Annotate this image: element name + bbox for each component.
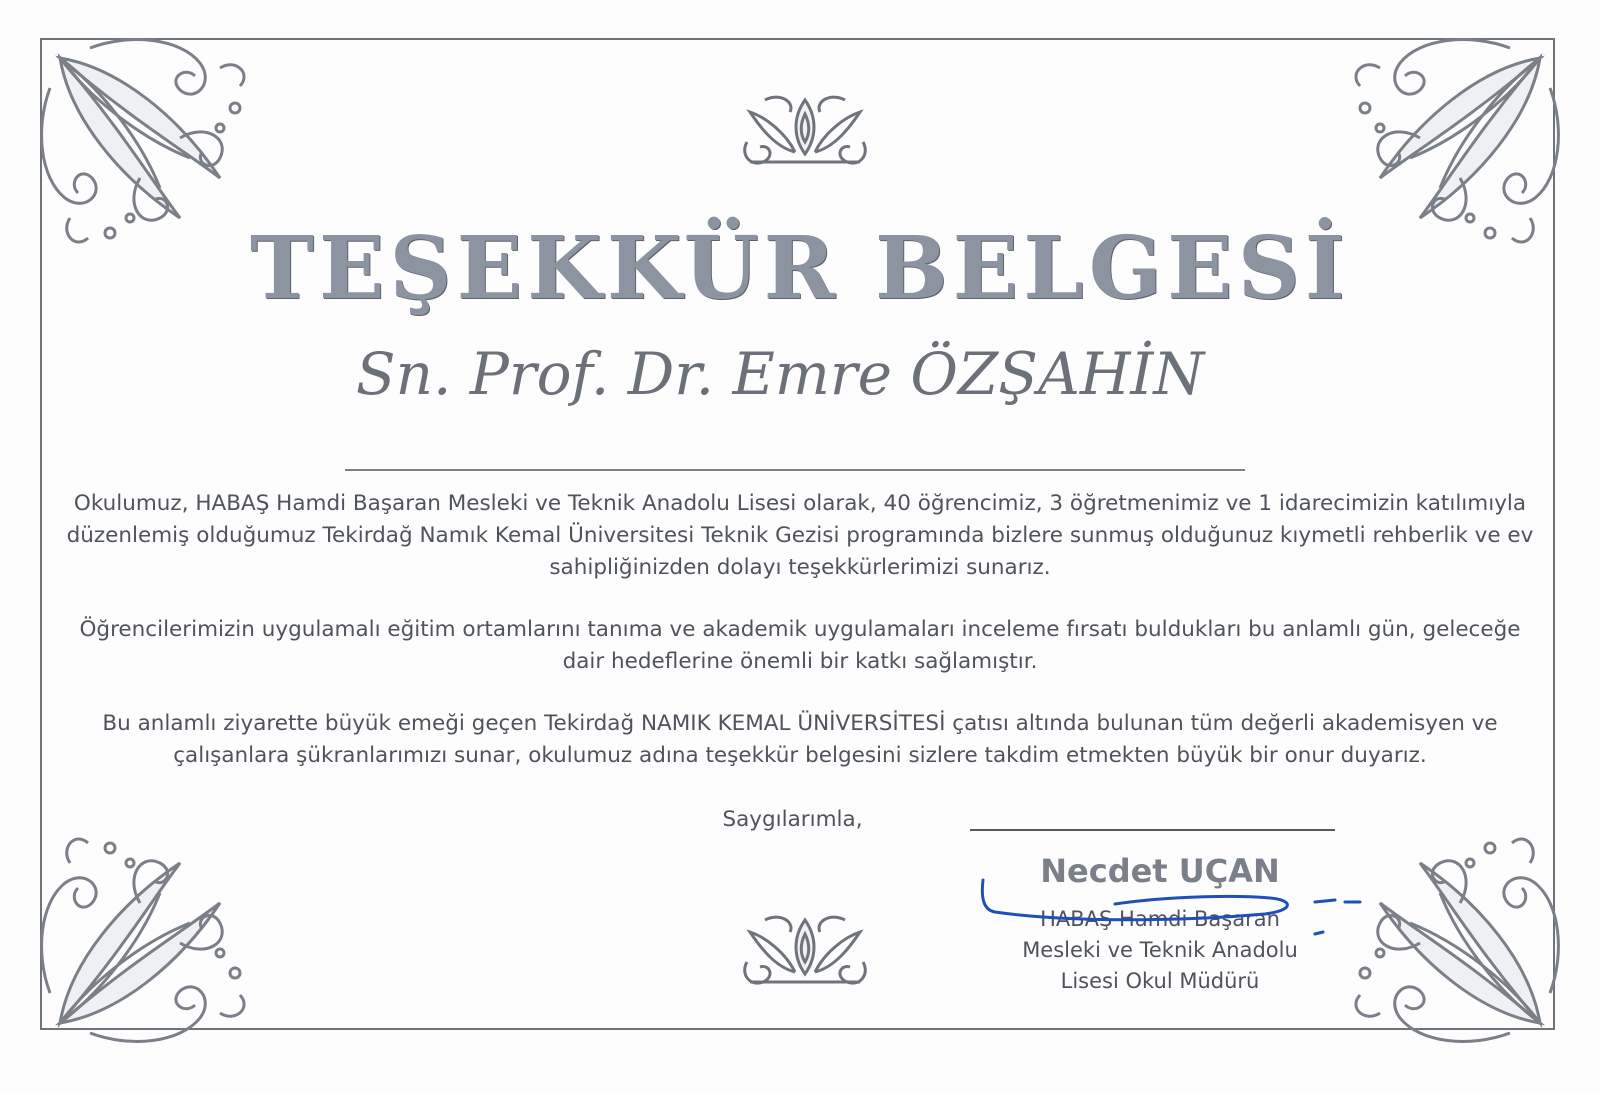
signer-name: Necdet UÇAN: [1040, 852, 1280, 890]
body-paragraph-3: Bu anlamlı ziyarette büyük emeği geçen Tekirdağ NAMIK KEMAL ÜNİVERSİTESİ çatısı altında bulunan tüm değerli akademisyen ve çalışanlara şükranlarımızı sunar, okulumuz adına teşekkür belgesini sizlere takdim etmekten büyük bir onur duyarız.: [102, 711, 1498, 768]
signer-title-line-1: HABAŞ Hamdi Başaran: [1040, 907, 1280, 931]
center-ornament-bottom: [735, 912, 875, 992]
closing-greeting: Saygılarımla,: [722, 807, 863, 832]
signer-title-line-2: Mesleki ve Teknik Anadolu: [1022, 938, 1298, 962]
recipient-name: Sn. Prof. Dr. Emre ÖZŞAHİN: [355, 340, 1205, 408]
body-paragraph-1: Okulumuz, HABAŞ Hamdi Başaran Mesleki ve Teknik Anadolu Lisesi olarak, 40 öğrencimiz, 3 öğretmenimiz ve 1 idarecimizin katılımıyla düzenlemiş olduğumuz Tekirdağ Namık Kemal Üniversitesi Teknik Gezisi programında bizlere sunmuş olduğunuz kıymetli rehberlik ve ev sahipliğinizden dolayı teşekkürlerimizi sunarız.: [66, 491, 1534, 580]
corner-ornament-bottom-left: [30, 813, 270, 1053]
handwritten-signature: [975, 872, 1395, 942]
certificate-title: TEŞEKKÜR BELGESİ: [249, 218, 1351, 319]
signature-line: [970, 829, 1335, 831]
body-paragraph-2: Öğrencilerimizin uygulamalı eğitim ortamlarını tanıma ve akademik uygulamaları inceleme fırsatı buldukları bu anlamlı gün, geleceğe dair hedeflerine önemli bir katkı sağlamıştır.: [79, 617, 1521, 674]
title-divider: [345, 469, 1245, 471]
center-ornament-top: [735, 92, 875, 172]
signer-title-line-3: Lisesi Okul Müdürü: [1060, 969, 1260, 993]
